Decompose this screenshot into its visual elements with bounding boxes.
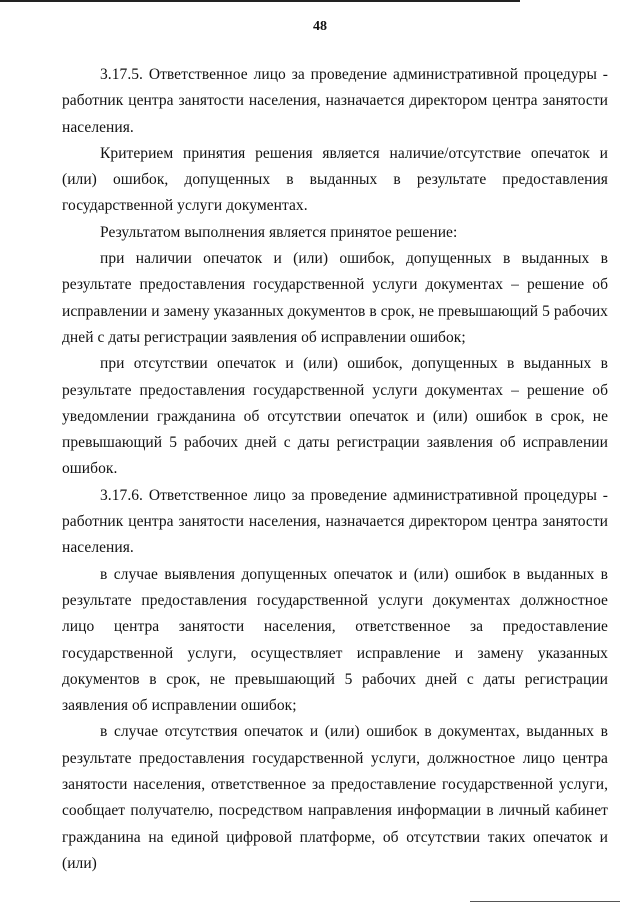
paragraph-errors-present: при наличии опечаток и (или) ошибок, допущенных в выданных в результате предоставления государственной услуги документах – решение об исправлении и замену указанных документов в срок, не превышающий 5 рабочих дней с даты регистрации заявления об исправлении ошибок; [62, 250, 608, 346]
paragraph-3-17-5: 3.17.5. Ответственное лицо за проведение административной процедуры - работник центра занятости населения, назначается директором центра занятости населения. [62, 66, 608, 136]
paragraph-3-17-6: 3.17.6. Ответственное лицо за проведение административной процедуры - работник центра занятости населения, назначается директором центра занятости населения. [62, 486, 608, 557]
paragraph-case-errors-found: в случае выявления допущенных опечаток и (или) ошибок в выданных в результате предоставления государственной услуги документах должностное лицо центра занятости населения, ответственное за предоставление государственной услуги, осуществляет исправление и замену указанных документов в срок, не превышающий 5 рабочих дней с даты регистрации заявления об исправлении ошибок; [62, 565, 608, 715]
document-body [62, 62, 608, 877]
paragraph-case-no-errors: в случае отсутствия опечаток и (или) ошибок в документах, выданных в результате предоставления государственной услуги, должностное лицо центра занятости населения, ответственное за предоставление государственной услуги, сообщает получателю, посредством направления информации в личный кабинет гражданина на единой цифровой платформе, об отсутствии таких опечаток и (или) [62, 723, 608, 872]
paragraph-errors-absent: при отсутствии опечаток и (или) ошибок, допущенных в выданных в результате предоставления государственной услуги документах – решение об уведомлении гражданина об отсутствии опечаток и (или) ошибок в срок, не превышающий 5 рабочих дней с даты регистрации заявления об исправлении ошибок. [62, 355, 608, 478]
page-number: 48 [313, 19, 327, 34]
top-scan-edge [0, 0, 520, 2]
paragraph-result-intro: Результатом выполнения является принятое решение: [100, 223, 458, 241]
bottom-scan-edge [470, 901, 620, 902]
paragraph-decision-criterion: Критерием принятия решения является наличие/отсутствие опечаток и (или) ошибок, допущенных в выданных в результате предоставления государственной услуги документах. [62, 144, 608, 215]
